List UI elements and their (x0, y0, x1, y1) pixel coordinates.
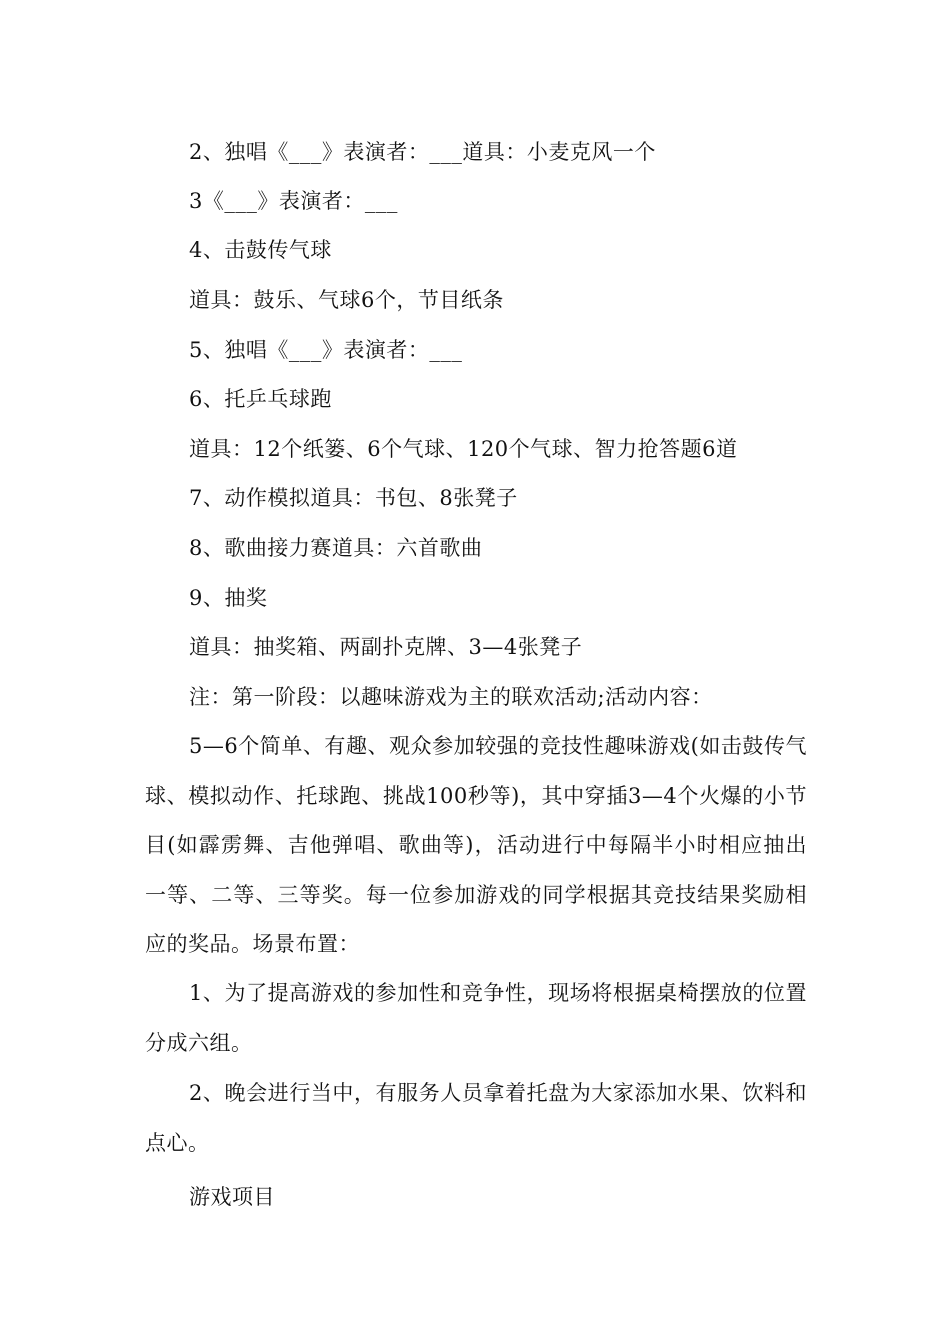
text-line: 7、动作模拟道具：书包、8张凳子 (189, 486, 518, 510)
section-heading: 游戏项目 (189, 1185, 275, 1209)
body-paragraph: 1、为了提高游戏的参加性和竞争性，现场将根据桌椅摆放的位置分成六组。 (145, 981, 807, 1055)
text-line: 道具：12个纸篓、6个气球、120个气球、智力抢答题6道 (189, 437, 738, 461)
text-line: 3《___》表演者：___ (189, 189, 398, 213)
text-line: 4、击鼓传气球 (189, 238, 332, 262)
text-line: 9、抽奖 (189, 586, 268, 610)
text-line: 道具：鼓乐、气球6个，节目纸条 (189, 288, 504, 312)
text-line: 道具：抽奖箱、两副扑克牌、3—4张凳子 (189, 635, 583, 659)
body-paragraph: 2、晚会进行当中，有服务人员拿着托盘为大家添加水果、饮料和点心。 (145, 1081, 807, 1155)
text-line: 注：第一阶段：以趣味游戏为主的联欢活动;活动内容： (189, 685, 713, 709)
body-paragraph: 5—6个简单、有趣、观众参加较强的竞技性趣味游戏(如击鼓传气球、模拟动作、托球跑、挑战100秒等)，其中穿插3—4个火爆的小节目(如霹雳舞、吉他弹唱、歌曲等)，活动进行中每隔半小时相应抽出一等、二等、三等奖。每一位参加游戏的同学根据其竞技结果奖励相应的奖品。场景布置： (145, 734, 807, 956)
text-line: 5、独唱《___》表演者：___ (189, 338, 463, 362)
text-line: 8、歌曲接力赛道具：六首歌曲 (189, 536, 483, 560)
text-line: 2、独唱《___》表演者：___道具：小麦克风一个 (189, 140, 656, 164)
text-line: 6、托乒乓球跑 (189, 387, 332, 411)
